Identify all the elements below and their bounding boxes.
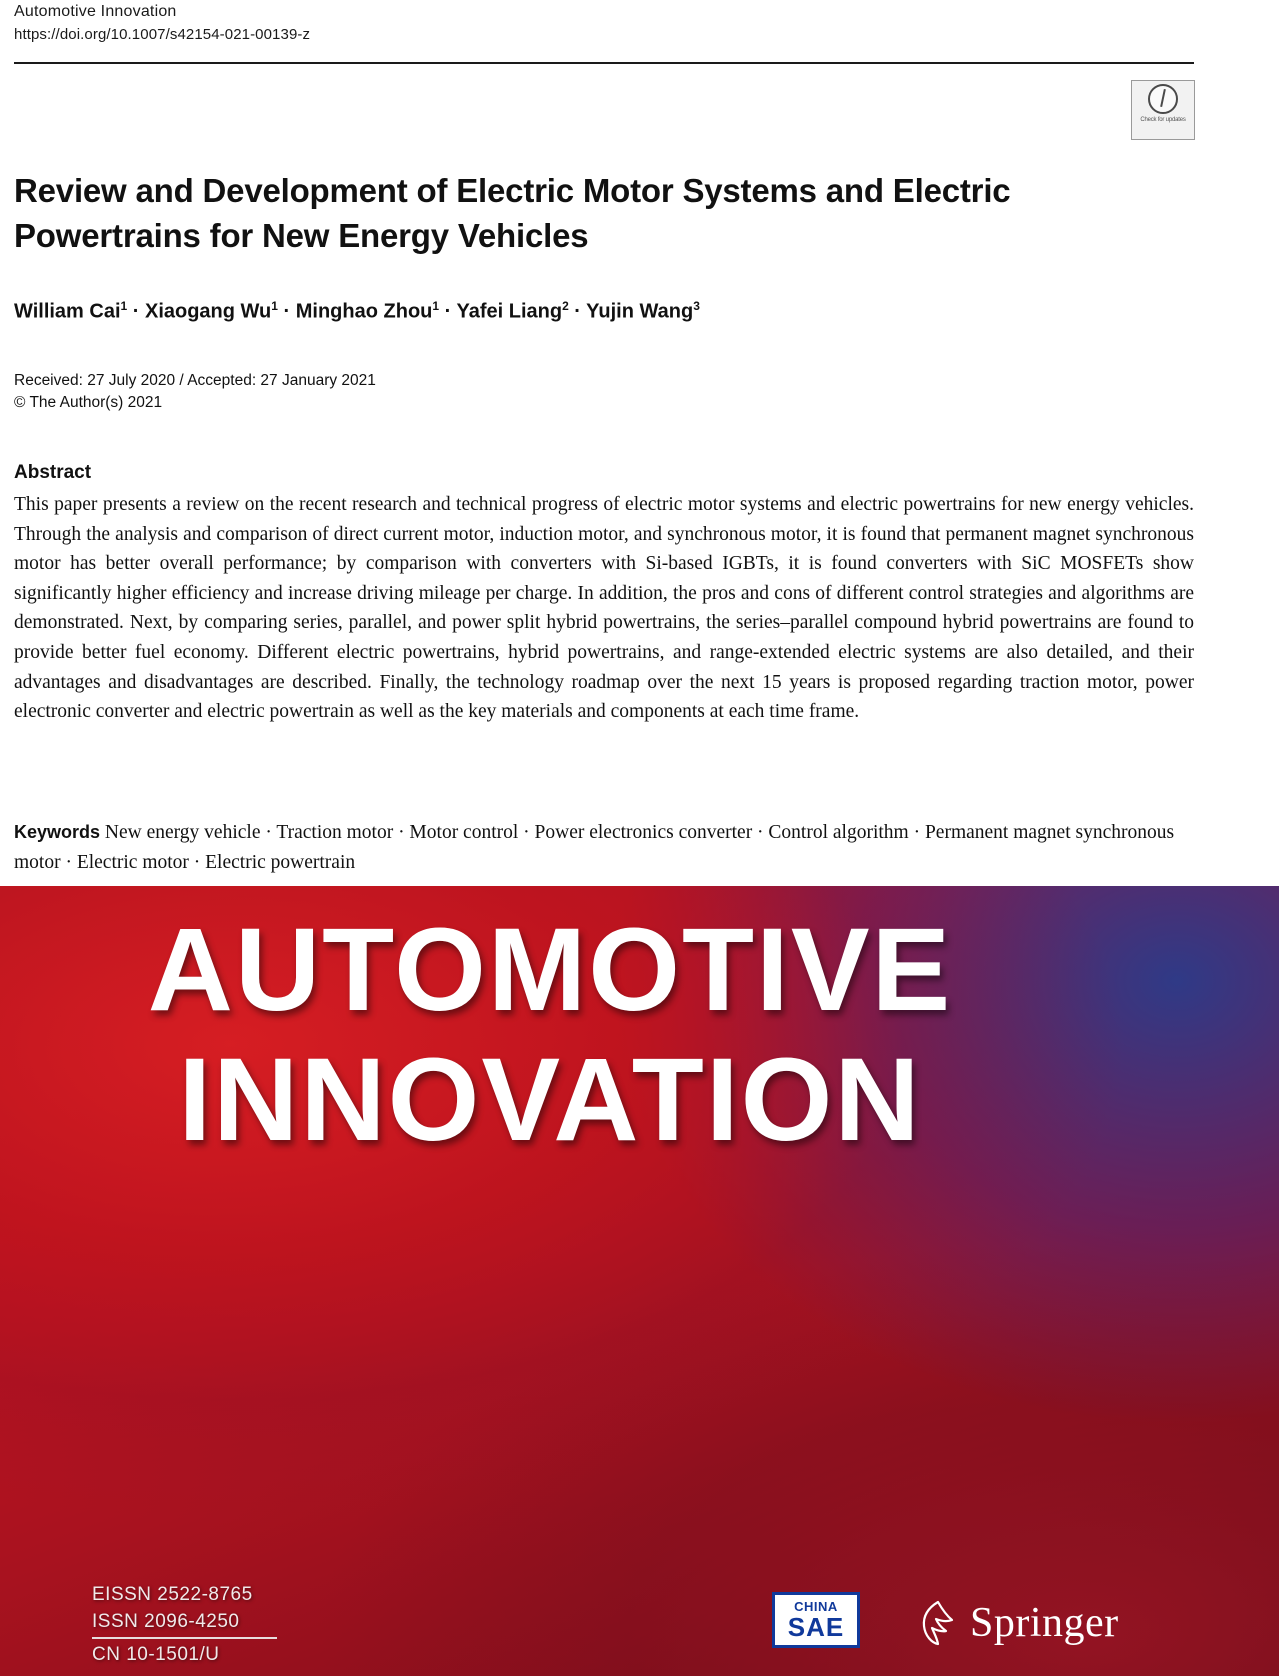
cn-value: CN 10-1501/U	[92, 1644, 220, 1665]
author-list: William Cai$^1$ · Xiaogang $Wu^1$ · Minghao Zhou$^1$ · Yafei Liang$^2$ · Yujin Wang$^3$	[14, 299, 700, 323]
keywords-block	[14, 818, 1194, 877]
doi-link[interactable]: https://doi.org/10.1007/s42154-021-00139-z	[14, 26, 311, 43]
cover-title-line-1: AUTOMOTIVE	[147, 904, 953, 1036]
keywords-list: New energy vehicle · Traction motor · Motor control · Power electronics converter · Control algorithm · Permanent magnet synchronous motor · Electric motor · Electric powertrain	[14, 822, 1175, 873]
china-sae-logo	[772, 1592, 860, 1648]
page-title: Review and Development of Electric Motor Systems and Electric Powertrains for New Energy Vehicles	[14, 172, 1011, 254]
springer-knight-icon	[918, 1600, 958, 1646]
publication-dates	[14, 370, 914, 414]
journal-name: Automotive Innovation	[14, 3, 177, 20]
issn-divider	[92, 1637, 277, 1639]
keywords-label: Keywords	[14, 822, 101, 842]
crossmark-badge-icon[interactable]	[1131, 80, 1195, 140]
springer-wordmark: Springer	[970, 1600, 1119, 1646]
copyright-line: © The Author(s) 2021	[14, 394, 163, 411]
cover-title	[0, 904, 1100, 1167]
china-sae-bottom-text: SAE	[787, 1611, 845, 1642]
journal-header	[14, 2, 1194, 46]
cover-title-line-2: INNOVATION	[178, 1034, 922, 1167]
received-accepted: Received: 27 July 2020 / Accepted: 27 January 2021	[14, 372, 376, 389]
abstract-heading: Abstract	[14, 462, 92, 483]
springer-logo	[918, 1600, 1119, 1646]
issn-block	[92, 1581, 277, 1668]
eissn-value: EISSN 2522-8765	[92, 1584, 253, 1605]
header-divider	[14, 62, 1194, 64]
crossmark-circle-icon	[1148, 84, 1178, 114]
journal-cover-image	[0, 886, 1279, 1676]
china-sae-top-text: CHINA	[794, 1598, 838, 1614]
issn-value: ISSN 2096-4250	[92, 1611, 240, 1632]
crossmark-label: Check for updates	[1140, 117, 1186, 123]
abstract-text: This paper presents a review on the recent research and technical progress of electric motor systems and electric powertrains for new energy vehicles. Through the analysis and comparison of direct current motor, induction motor, and synchronous motor, it is found that permanent magnet synchronous motor has better overall performance; by comparison with converters with Si-based IGBTs, it is found converters with SiC MOSFETs show significantly higher efficiency and increase driving mileage per charge. In addition, the pros and cons of different control strategies and algorithms are demonstrated. Next, by comparing series, parallel, and power split hybrid powertrains, the series–parallel compound hybrid powertrains are found to provide better fuel economy. Different electric powertrains, hybrid powertrains, and range-extended electric systems are also detailed, and their advantages and disadvantages are described. Finally, the technology roadmap over the next 15 years is proposed regarding traction motor, power electronic converter and electric powertrain as well as the key materials and components at each time frame.	[14, 494, 1194, 723]
